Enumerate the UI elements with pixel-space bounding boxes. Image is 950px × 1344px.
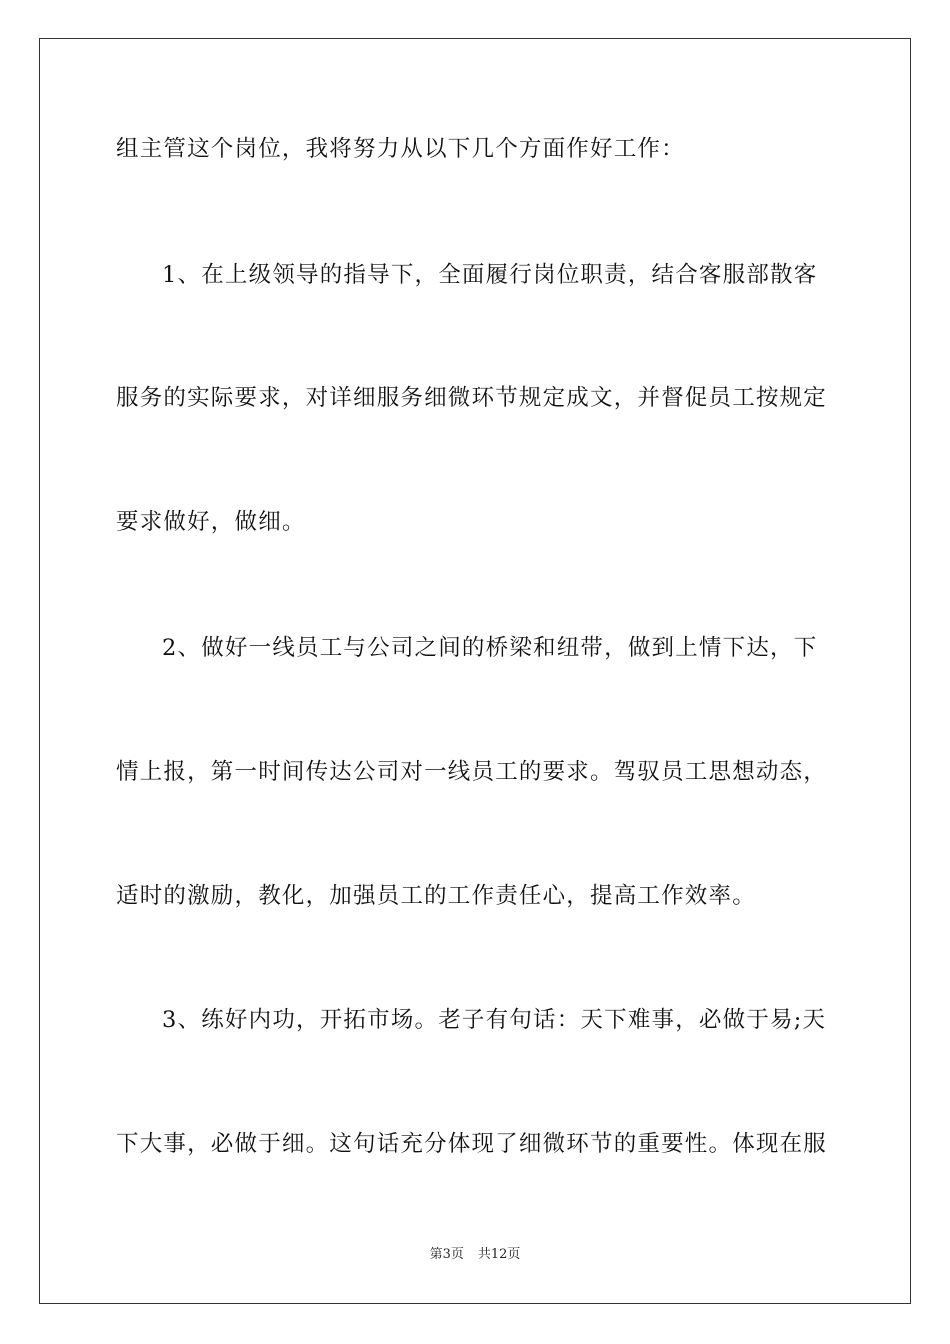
text-line-8: 3、练好内功，开拓市场。老子有句话：天下难事，必做于易;天 (162, 1007, 827, 1033)
page-total: 共12页 (477, 1247, 521, 1262)
page-number: 第3页 (429, 1247, 464, 1262)
text-line-3: 服务的实际要求，对详细服务细微环节规定成文，并督促员工按规定 (116, 385, 828, 411)
text-line-7: 适时的激励，教化，加强员工的工作责任心，提高工作效率。 (116, 883, 756, 909)
text-line-5: 2、做好一线员工与公司之间的桥梁和纽带，做到上情下达，下 (162, 635, 818, 661)
text-line-9: 下大事，必做于细。这句话充分体现了细微环节的重要性。体现在服 (116, 1131, 828, 1157)
text-line-6: 情上报，第一时间传达公司对一线员工的要求。驾驭员工思想动态， (116, 759, 828, 785)
text-line-2: 1、在上级领导的指导下，全面履行岗位职责，结合客服部散客 (162, 262, 818, 288)
page-frame (39, 38, 911, 1304)
text-line-1: 组主管这个岗位，我将努力从以下几个方面作好工作： (116, 136, 685, 162)
page-footer (0, 1246, 950, 1264)
text-line-4: 要求做好，做细。 (116, 509, 306, 535)
